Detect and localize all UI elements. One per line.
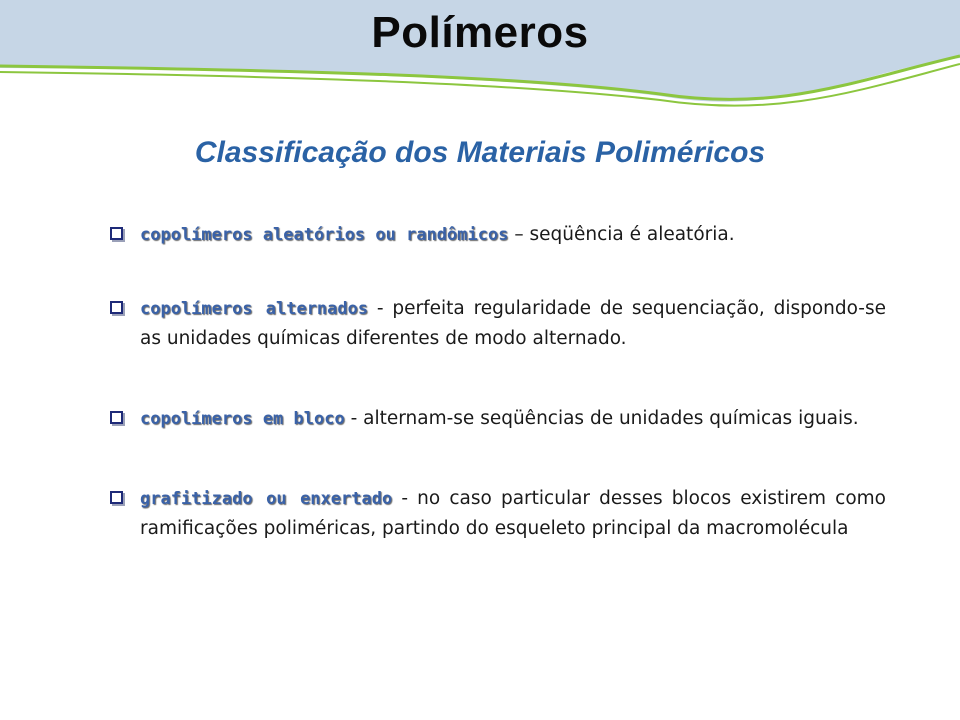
- term-label: copolímeros em bloco: [140, 409, 345, 429]
- term-description: – seqüência é aleatória.: [508, 224, 735, 245]
- slide-subtitle: Classificação dos Materiais Poliméricos: [194, 136, 766, 169]
- term-label: copolímeros alternados: [140, 299, 369, 319]
- checkbox-bullet-icon: [110, 301, 123, 314]
- term-description: - perfeita regularidade de sequenciação, dispondo-se as unidades químicas diferentes de modo alternado.: [140, 298, 886, 349]
- checkbox-bullet-icon: [110, 227, 123, 240]
- checkbox-bullet-icon: [110, 411, 123, 424]
- list-item: [108, 220, 886, 250]
- list-item: [108, 404, 886, 434]
- list-item: [108, 484, 886, 544]
- term-label: copolímeros aleatórios ou randômicos: [140, 225, 509, 245]
- term-label: grafitizado ou enxertado: [140, 489, 393, 509]
- checkbox-bullet-icon: [110, 491, 123, 504]
- term-description: - alternam-se seqüências de unidades químicas iguais.: [344, 408, 859, 429]
- page-title: Polímeros: [371, 8, 589, 57]
- bullet-list: [108, 220, 886, 544]
- list-item: [108, 294, 886, 354]
- term-description: - no caso particular desses blocos existirem como ramificações poliméricas, partindo do esqueleto principal da macromolécula: [140, 488, 886, 539]
